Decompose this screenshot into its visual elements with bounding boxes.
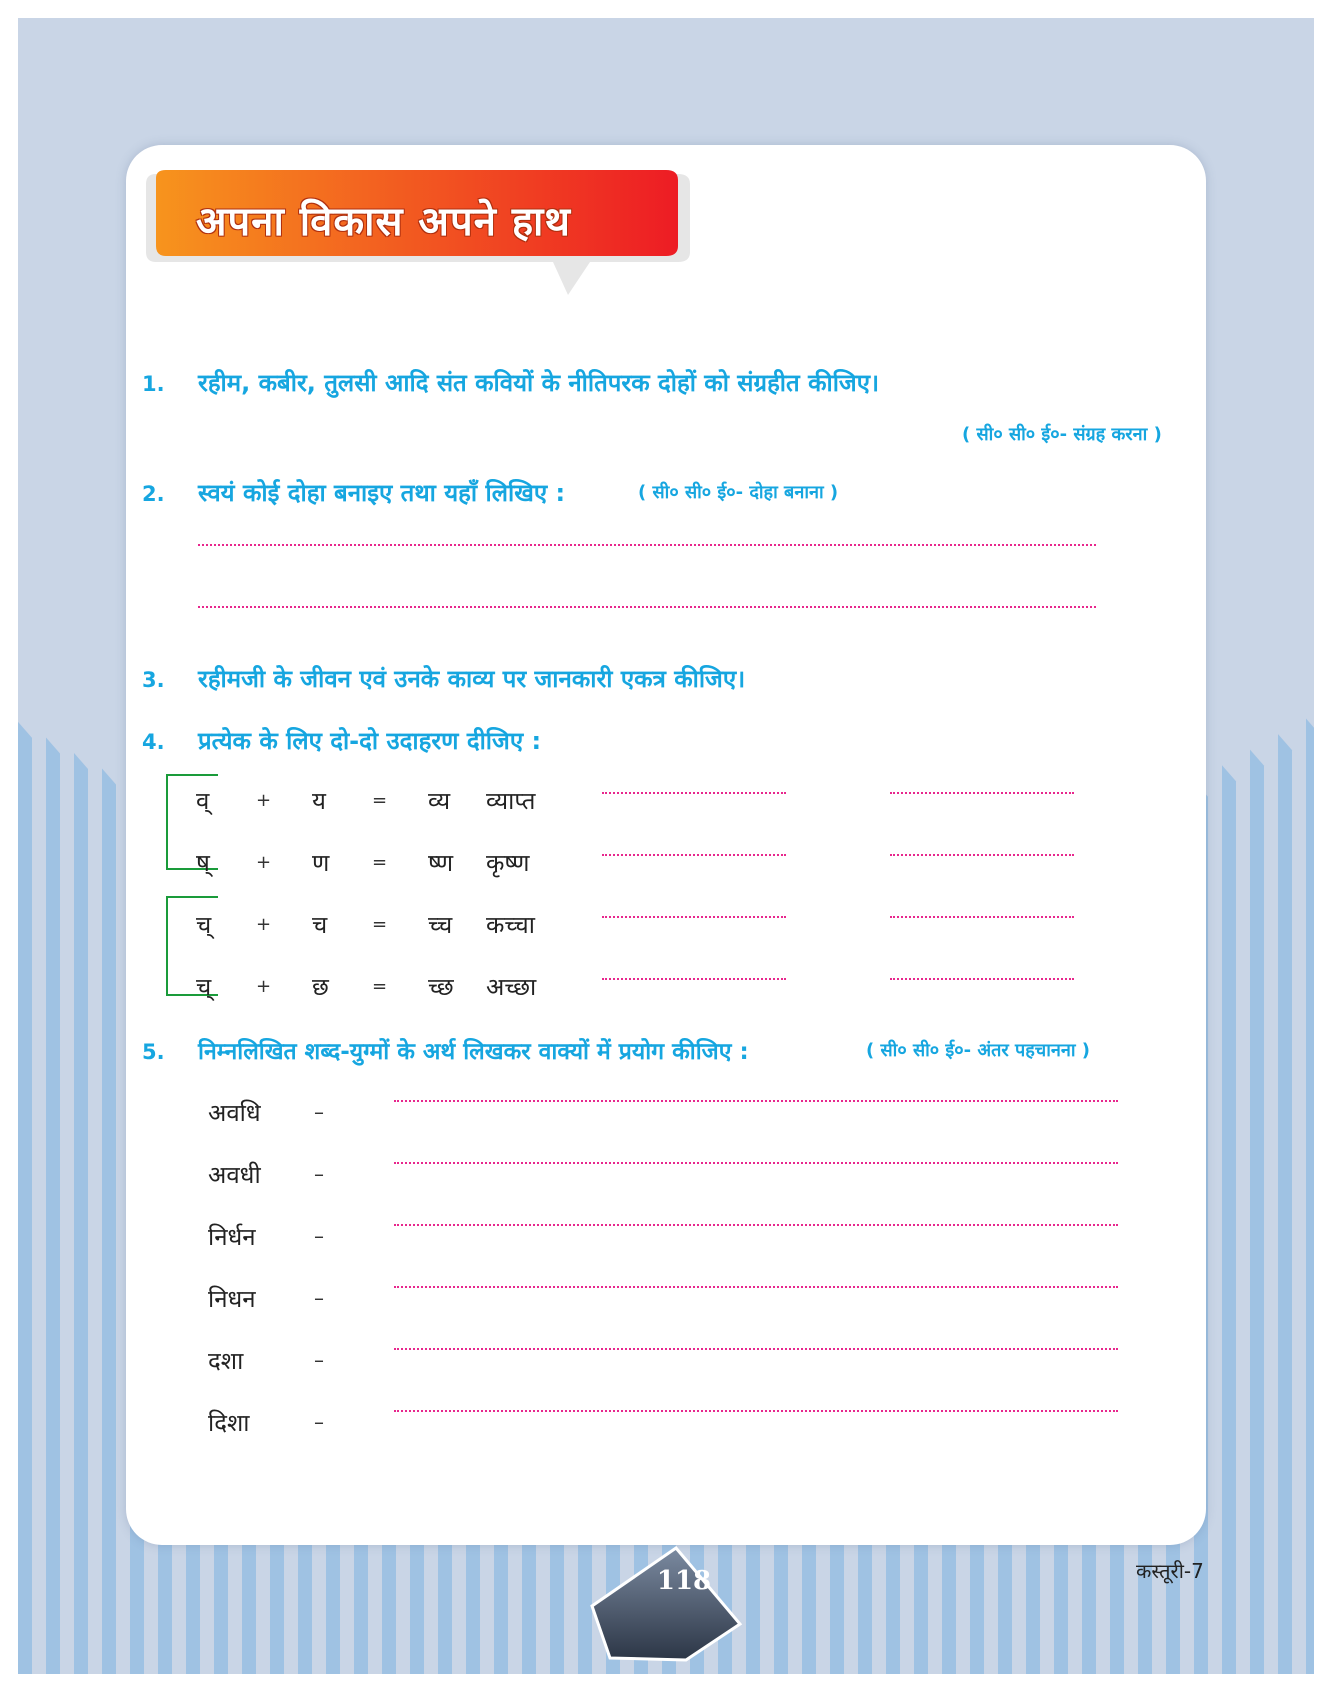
conjunct-example: कच्चा: [486, 911, 535, 939]
content-card: [126, 145, 1206, 1545]
conjunct-result: व्य: [428, 787, 451, 815]
question-2-text: स्वयं कोई दोहा बनाइए तथा यहाँ लिखिए :: [198, 479, 566, 507]
conjunct-full: च: [312, 911, 328, 939]
plus-sign: +: [256, 790, 272, 811]
equals-sign: =: [372, 790, 388, 811]
stripe: [1222, 765, 1236, 1674]
equals-sign: =: [372, 852, 388, 873]
plus-sign: +: [256, 914, 272, 935]
question-1-cce: ( सी० सी० ई०- संग्रह करना ): [962, 424, 1162, 445]
word-pair-dash: –: [314, 1100, 324, 1124]
answer-line[interactable]: [602, 854, 786, 856]
word-pair-word: अवधी: [208, 1161, 261, 1189]
conjunct-result: ष्ण: [428, 849, 454, 877]
stripe: [18, 722, 32, 1674]
answer-line[interactable]: [198, 606, 1096, 608]
conjunct-half: ष्: [196, 849, 210, 877]
conjunct-result: च्छ: [428, 973, 454, 1001]
conjunct-half: च्: [196, 911, 212, 939]
conjunct-example: कृष्ण: [486, 849, 530, 877]
conjunct-half: व्: [196, 787, 210, 815]
answer-line[interactable]: [394, 1162, 1118, 1164]
answer-line[interactable]: [394, 1348, 1118, 1350]
word-pair-dash: –: [314, 1286, 324, 1310]
equals-sign: =: [372, 976, 388, 997]
conjunct-result: च्च: [428, 911, 453, 939]
stripe: [1306, 719, 1314, 1674]
group-bracket: [166, 774, 218, 870]
page-number-badge: [586, 1546, 746, 1664]
answer-line[interactable]: [890, 916, 1074, 918]
stripe: [1250, 750, 1264, 1674]
conjunct-full: ण: [312, 849, 330, 877]
answer-line[interactable]: [198, 544, 1096, 546]
question-5-text: निम्नलिखित शब्द-युग्मों के अर्थ लिखकर वाक्यों में प्रयोग कीजिए :: [198, 1039, 749, 1065]
word-pair-word: निर्धन: [208, 1223, 256, 1251]
word-pair-word: दशा: [208, 1347, 244, 1375]
answer-line[interactable]: [394, 1100, 1118, 1102]
conjunct-full: छ: [312, 973, 329, 1001]
plus-sign: +: [256, 852, 272, 873]
conjunct-full: य: [312, 787, 326, 815]
answer-line[interactable]: [890, 792, 1074, 794]
question-4-number: 4.: [142, 730, 165, 754]
stripe: [46, 737, 60, 1674]
question-4-text: प्रत्येक के लिए दो-दो उदाहरण दीजिए :: [198, 727, 542, 755]
answer-line[interactable]: [890, 854, 1074, 856]
stripe: [102, 769, 116, 1674]
answer-line[interactable]: [602, 916, 786, 918]
page-number: 118: [656, 1566, 712, 1596]
question-5-cce: ( सी० सी० ई०- अंतर पहचानना ): [866, 1040, 1090, 1061]
conjunct-half: च्: [196, 973, 212, 1001]
word-pair-dash: –: [314, 1162, 324, 1186]
book-label: कस्तूरी-7: [1136, 1559, 1204, 1583]
question-5-number: 5.: [142, 1040, 165, 1064]
question-1-number: 1.: [142, 372, 165, 396]
equals-sign: =: [372, 914, 388, 935]
word-pair-word: दिशा: [208, 1409, 250, 1437]
question-2-cce: ( सी० सी० ई०- दोहा बनाना ): [638, 482, 839, 503]
answer-line[interactable]: [602, 978, 786, 980]
stripe: [1278, 734, 1292, 1674]
answer-line[interactable]: [394, 1410, 1118, 1412]
stripe: [74, 753, 88, 1674]
question-3-text: रहीमजी के जीवन एवं उनके काव्य पर जानकारी एकत्र कीजिए।: [198, 665, 746, 693]
conjunct-example: अच्छा: [486, 973, 537, 1001]
answer-line[interactable]: [890, 978, 1074, 980]
answer-line[interactable]: [394, 1286, 1118, 1288]
answer-line[interactable]: [602, 792, 786, 794]
banner-title: अपना विकास अपने हाथ: [196, 199, 571, 245]
word-pair-word: निधन: [208, 1285, 256, 1313]
question-2-number: 2.: [142, 482, 165, 506]
question-1-text: रहीम, कबीर, तुलसी आदि संत कवियों के नीतिपरक दोहों को संग्रहीत कीजिए।: [198, 369, 880, 397]
word-pair-word: अवधि: [208, 1099, 261, 1127]
question-3-number: 3.: [142, 668, 165, 692]
plus-sign: +: [256, 976, 272, 997]
conjunct-example: व्याप्त: [486, 787, 536, 815]
word-pair-dash: –: [314, 1224, 324, 1248]
word-pair-dash: –: [314, 1410, 324, 1434]
word-pair-dash: –: [314, 1348, 324, 1372]
answer-line[interactable]: [394, 1224, 1118, 1226]
